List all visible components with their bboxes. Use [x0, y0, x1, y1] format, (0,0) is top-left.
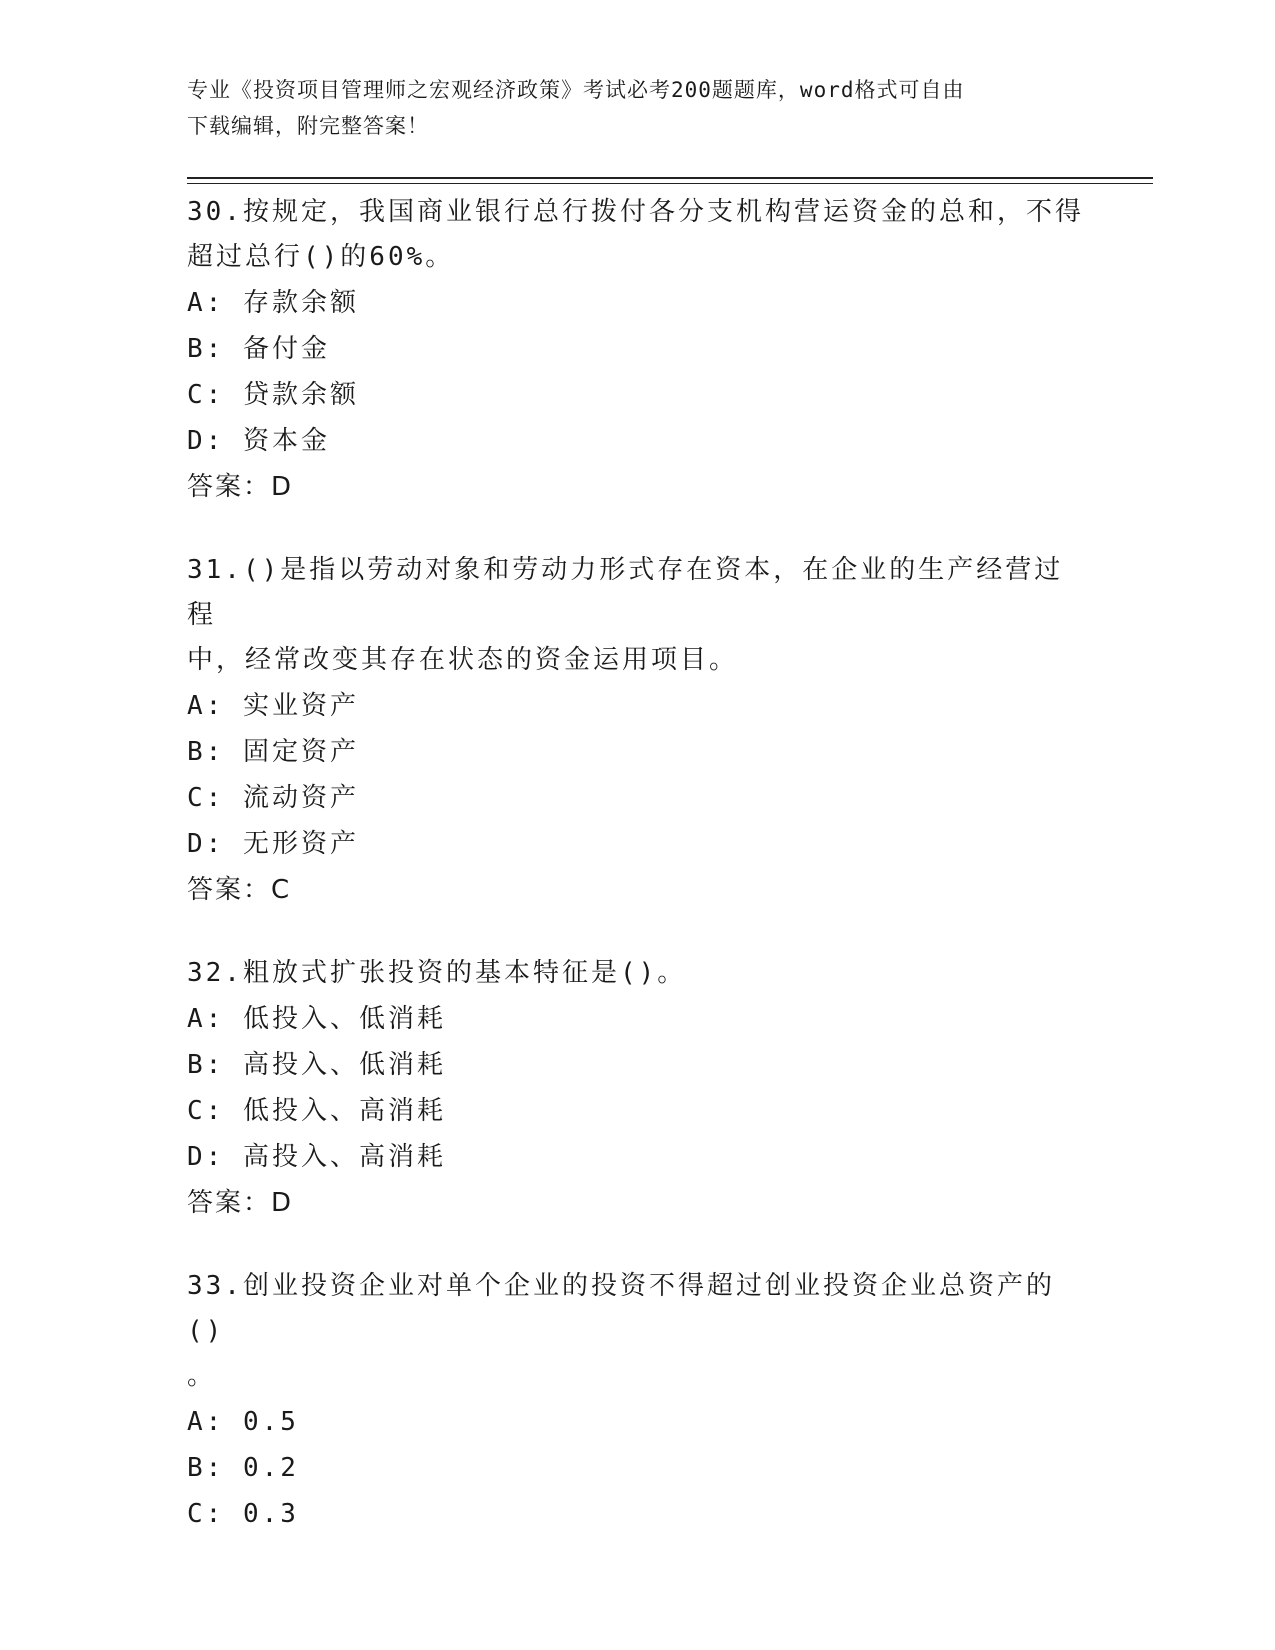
option-c: C: 低投入、高消耗 [187, 1096, 446, 1126]
option-d: D: 无形资产 [187, 829, 359, 859]
option-b: B: 0.2 [187, 1453, 299, 1483]
option-b: B: 备付金 [187, 334, 330, 364]
question-stem [187, 951, 1087, 996]
question-stem-line: 中，经常改变其存在状态的资金运用项目。 [187, 645, 739, 675]
question-stem-line: 32.粗放式扩张投资的基本特征是()。 [187, 958, 687, 988]
option-a: A: 低投入、低消耗 [187, 1004, 446, 1034]
header-line-2: 下载编辑，附完整答案！ [187, 114, 429, 138]
header-line-1: 专业《投资项目管理师之宏观经济政策》考试必考200题题库，word格式可自由 [187, 78, 965, 102]
option-a: A: 0.5 [187, 1407, 299, 1437]
question-stem [187, 190, 1087, 280]
question-31 [187, 548, 1087, 913]
question-stem-line: 33.创业投资企业对单个企业的投资不得超过创业投资企业总资产的() [187, 1271, 1055, 1346]
option-b: B: 固定资产 [187, 737, 359, 767]
document-header [187, 72, 1067, 144]
question-stem [187, 548, 1087, 683]
header-divider-thin [187, 183, 1153, 184]
question-stem-line: 31.()是指以劳动对象和劳动力形式存在资本，在企业的生产经营过程 [187, 555, 1064, 630]
question-stem-line: 30.按规定，我国商业银行总行拨付各分支机构营运资金的总和，不得 [187, 197, 1084, 227]
question-32 [187, 951, 1087, 1226]
option-c: C: 流动资产 [187, 783, 359, 813]
question-30 [187, 190, 1087, 510]
option-c: C: 0.3 [187, 1499, 299, 1529]
question-stem-line: 。 [187, 1361, 217, 1391]
question-33 [187, 1264, 1087, 1537]
option-d: D: 高投入、高消耗 [187, 1142, 446, 1172]
option-c: C: 贷款余额 [187, 380, 359, 410]
answer-label: 答案：C [187, 875, 292, 905]
option-b: B: 高投入、低消耗 [187, 1050, 446, 1080]
option-a: A: 存款余额 [187, 288, 359, 318]
option-a: A: 实业资产 [187, 691, 359, 721]
answer-label: 答案：D [187, 1188, 294, 1218]
question-stem-line: 超过总行()的60%。 [187, 242, 455, 272]
question-list [187, 190, 1087, 1575]
question-stem [187, 1264, 1087, 1399]
answer-label: 答案：D [187, 472, 294, 502]
option-d: D: 资本金 [187, 426, 330, 456]
header-divider-thick [187, 177, 1153, 179]
